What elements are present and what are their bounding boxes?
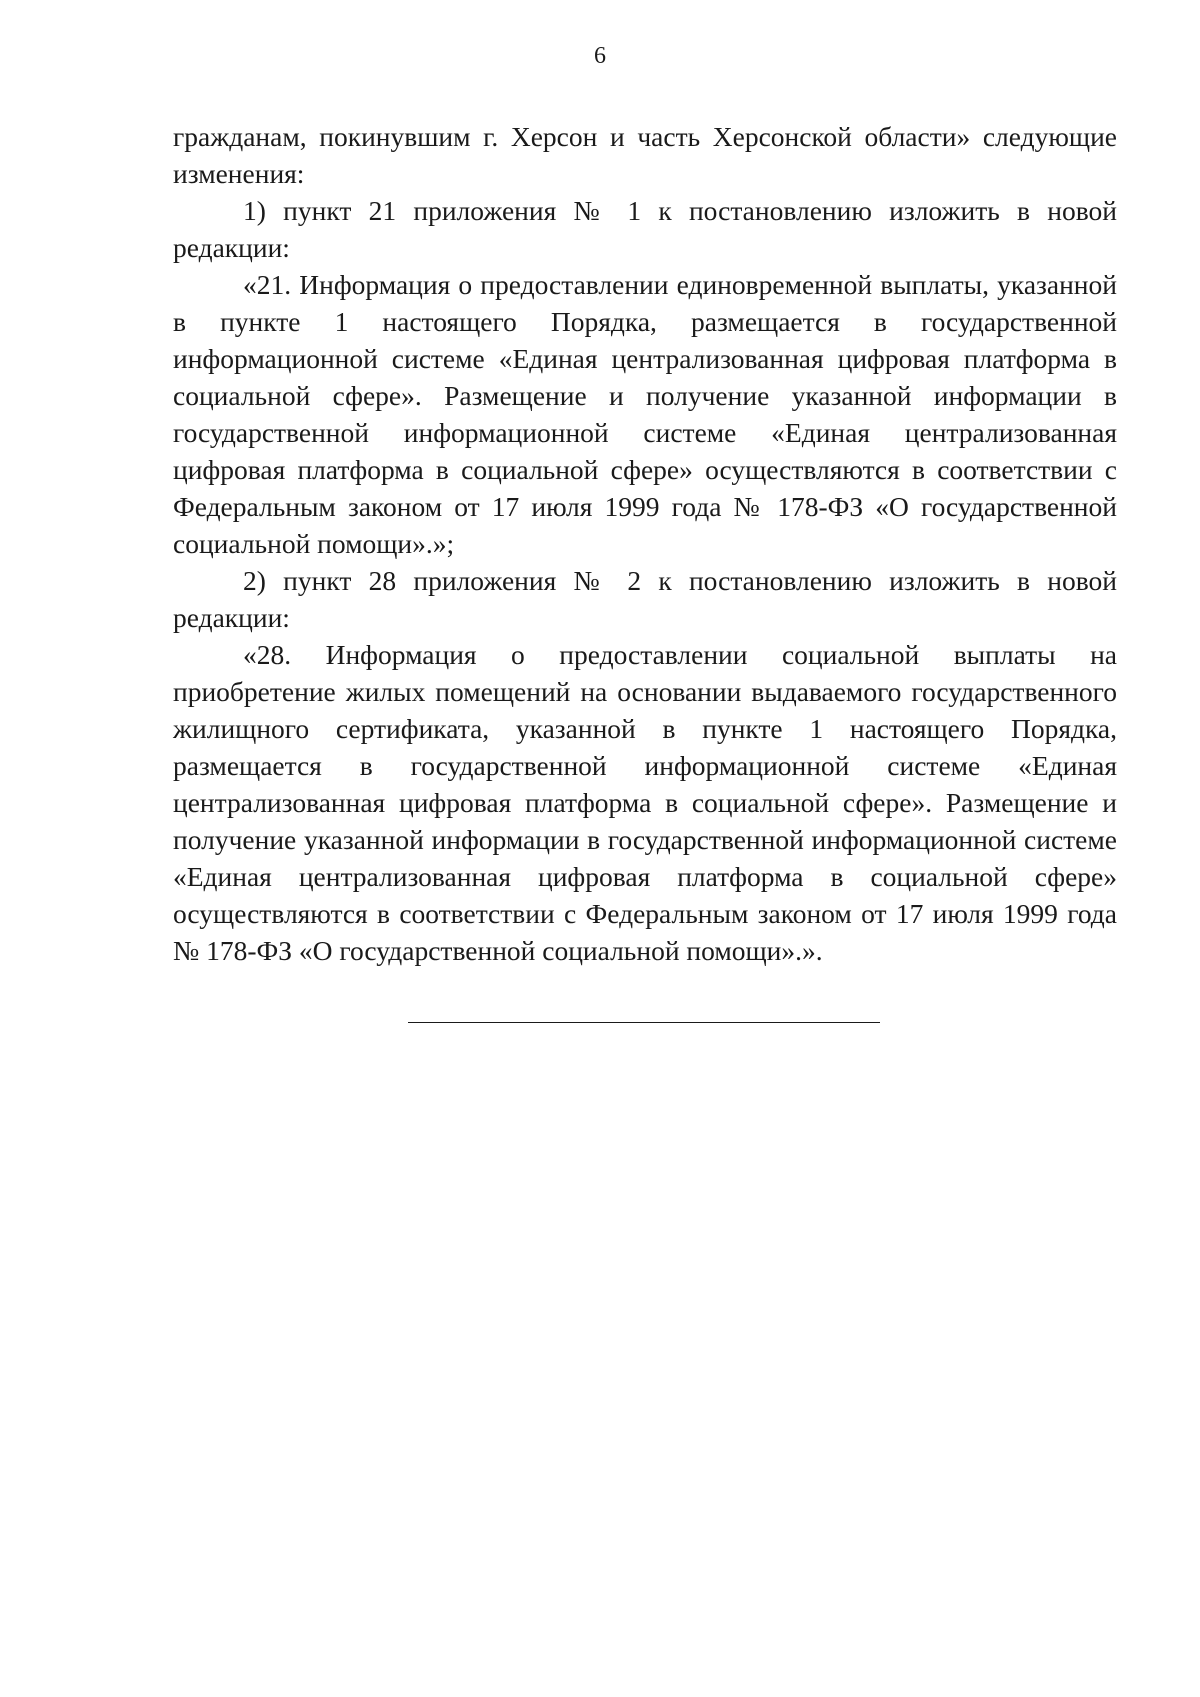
page-number: 6 — [594, 43, 606, 69]
document-body — [173, 118, 1117, 969]
paragraph-intro-continuation: гражданам, покинувшим г. Херсон и часть Херсонской области» следующие изменения: — [173, 121, 1117, 189]
paragraph-amendment-1: 1) пункт 21 приложения № 1 к постановлению изложить в новой редакции: — [173, 195, 1117, 263]
paragraph-clause-28: «28. Информация о предоставлении социальной выплаты на приобретение жилых помещений на основании выдаваемого государственного жилищного сертификата, указанной в пункте 1 настоящего Порядка, размещается в государственной информационной системе «Единая централизованная цифровая платформа в социальной сфере». Размещение и получение указанной информации в государственной информационной системе «Единая централизованная цифровая платформа в социальной сфере» осуществляются в соответствии с Федеральным законом от 17 июля 1999 года № 178-ФЗ «О государственной социальной помощи».». — [173, 639, 1117, 966]
paragraph-clause-21: «21. Информация о предоставлении единовременной выплаты, указанной в пункте 1 настоящего Порядка, размещается в государственной информационной системе «Единая централизованная цифровая платформа в социальной сфере». Размещение и получение указанной информации в государственной информационной системе «Единая централизованная цифровая платформа в социальной сфере» осуществляются в соответствии с Федеральным законом от 17 июля 1999 года № 178-ФЗ «О государственной социальной помощи».»; — [173, 269, 1117, 559]
paragraph-amendment-2: 2) пункт 28 приложения № 2 к постановлению изложить в новой редакции: — [173, 565, 1117, 633]
end-of-document-rule — [408, 1022, 880, 1023]
